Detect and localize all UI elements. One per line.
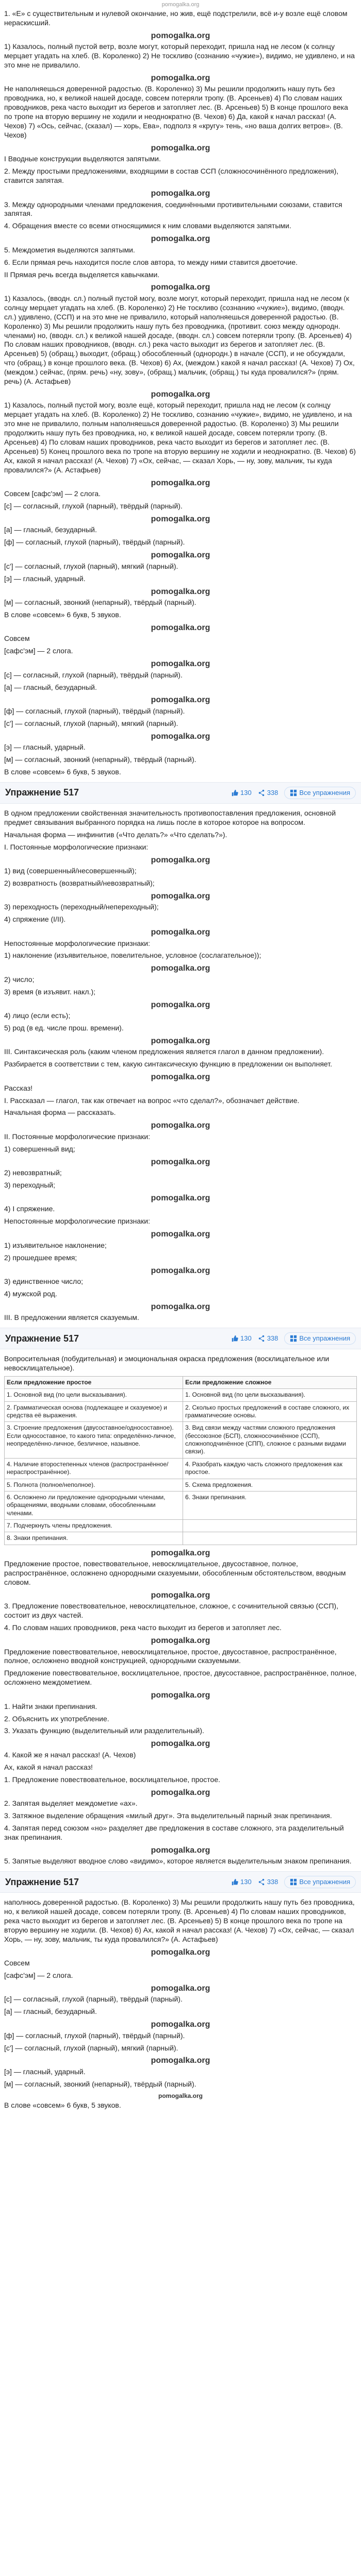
share-count: 338: [267, 788, 278, 796]
tail-line: В слове «совсем» 6 букв, 5 звуков.: [4, 2101, 121, 2110]
morph-line: 3) единственное число;: [4, 1277, 84, 1285]
exercise-header: [0, 1871, 361, 1893]
watermark: pomogalka.org: [151, 1788, 210, 1797]
watermark: pomogalka.org: [151, 2020, 210, 2029]
thumbs-up-icon: [231, 1335, 238, 1342]
watermark: pomogalka.org: [158, 2092, 203, 2099]
share-button[interactable]: [258, 1334, 278, 1343]
table-cell: 5. Схема предложения.: [183, 1479, 357, 1491]
watermark: pomogalka.org: [151, 1845, 210, 1855]
phonetic-line: [э] — гласный, ударный.: [4, 743, 86, 752]
table-header-row: [5, 1376, 357, 1388]
thumbs-up-icon: [231, 1878, 238, 1886]
paragraph: 3. Между однородными членами предложения, соединёнными противительными союзами, ставится запятая.: [4, 200, 342, 218]
morph-line: III. Синтаксическая роль (каким членом предложения является глагол в данном предложении).: [4, 1047, 324, 1056]
morph-line: Начальная форма — инфинитив («Что делать?» «Что сделать?»).: [4, 830, 227, 839]
all-exercises-button[interactable]: [284, 1876, 356, 1889]
watermark: pomogalka.org: [151, 623, 210, 632]
share-button[interactable]: [258, 1878, 278, 1887]
share-icon: [258, 1335, 265, 1342]
watermark: pomogalka.org: [151, 1157, 210, 1166]
table-row: [5, 1520, 357, 1532]
watermark: pomogalka.org: [151, 143, 210, 152]
morph-line: 4) I спряжение.: [4, 1205, 55, 1213]
exercise-title: Упражнение 517: [5, 787, 79, 798]
phonetic-line: [с] — согласный, глухой (парный), твёрдый (парный).: [4, 502, 183, 511]
morph-line: 4) лицо (если есть);: [4, 1011, 71, 1020]
paragraph: 1) Казалось, (вводн. сл.) полный пустой могу, возле могут, который переходит, пришла над не лесом (к солнцу мерцает угадать на хлеб. (В. Короленко) 2) Не тоскливо (сознанию «чужие»), видимо, (вводн. сл.) удивлено, (ССП) и на это мне не привалило, который наполняешься доверенной радостью. (В. Короленко) 3) Мы решили продолжить нашу путь без проводника, (противит. союз между однородн. членами) но, (вводн. сл.) к великой нашей досаде, (вводн. сл.) совсем потеряли тропу. (В. Арсеньев) 4) По словам наших проводников, (вводн. сл.) река часто выходит из берегов и затопляет лес. (В. Арсеньев) 5) (обращ.) выходит, (обращ.) обособленный (однородн.) в начале (ССП), и не обсуждали, что (обращ.) в конце прошлого века. (В. Чехов) 6) Ах, (междом.) какой я начал рассказ! (А. Чехов) 7) Ох, (междом.) сейчас, (прям. речь) «ну, зову», (обращ.) мальчик, (обращ.) ты куда провалился?» (прям. речь) (А. Астафьев): [4, 294, 355, 386]
watermark: pomogalka.org: [151, 31, 210, 40]
paragraph: I Вводные конструкции выделяются запятыми.: [4, 155, 161, 163]
table-cell: 6. Знаки препинания.: [183, 1491, 357, 1519]
comparison-table: [4, 1376, 357, 1545]
tail-line: [с] — согласный, глухой (парный), твёрдый (парный).: [4, 1995, 183, 2004]
paragraph: В одном предложении свойственная значительность противопоставления предложения, основной предмет связывания выбранного порядка на лишь после в которое которое на вопросом.: [4, 808, 336, 826]
watermark: pomogalka.org: [151, 1000, 210, 1009]
table-cell: 1. Основной вид (по цели высказывания).: [5, 1389, 183, 1401]
share-icon: [258, 1878, 265, 1886]
phonetic-line: Совсем: [4, 634, 30, 643]
table-cell: 3. Строение предложения (двусоставное/односоставное). Если односоставное, то какого типа: определённо-личное, неопределённо-личное, безличное, назывное.: [5, 1422, 183, 1458]
phonetic-line: В слове «совсем» 6 букв, 5 звуков.: [4, 767, 121, 776]
watermark: pomogalka.org: [151, 551, 210, 560]
analysis-line: 4. Запятая перед союзом «но» разделяет две предложения в составе сложного, эта разделительный знак препинания.: [4, 1823, 344, 1841]
exercise-tools: [231, 1876, 356, 1889]
morph-line: 4) спряжение (I/II).: [4, 915, 66, 924]
paragraph: II Прямая речь всегда выделяется кавычками.: [4, 270, 160, 279]
table-cell: 6. Осложнено ли предложение однородными членами, обращениями, вводными словами, обособленными членами.: [5, 1491, 183, 1519]
paragraph: 1. «Е» с существительным и нулевой окончание, но жив, ещё подстрелили, всё и-у возле ещё словом нераскисший.: [4, 9, 348, 27]
phonetic-line: [с'] — согласный, глухой (парный), мягкий (парный).: [4, 719, 178, 727]
morph-line: 1) наклонение (изъявительное, повелительное, условное (сослагательное));: [4, 951, 261, 960]
watermark: pomogalka.org: [151, 1302, 210, 1311]
morph-line: II. Постоянные морфологические признаки:: [4, 1132, 151, 1141]
watermark: pomogalka.org: [151, 1073, 210, 1082]
morph-line: 1) совершенный вид;: [4, 1144, 75, 1153]
morph-line: III. В предложении является сказуемым.: [4, 1313, 139, 1322]
analysis-line: 1. Найти знаки препинания.: [4, 1702, 97, 1710]
watermark: pomogalka.org: [151, 1947, 210, 1957]
morph-line: 1) изъявительное наклонение;: [4, 1241, 107, 1249]
all-exercises-button[interactable]: [284, 787, 356, 800]
table-header-cell: Если предложение простое: [5, 1376, 183, 1388]
exercise-header: [0, 1328, 361, 1349]
table-row: [5, 1479, 357, 1491]
phonetic-line: [сафс'эм] — 2 слога.: [4, 647, 73, 655]
analysis-line: 4. Какой же я начал рассказ! (А. Чехов): [4, 1750, 136, 1759]
watermark: pomogalka.org: [151, 855, 210, 865]
phonetic-line: [э] — гласный, ударный.: [4, 574, 86, 583]
watermark: pomogalka.org: [151, 732, 210, 741]
watermark: pomogalka.org: [151, 478, 210, 487]
table-row: [5, 1491, 357, 1519]
table-cell: [183, 1532, 357, 1545]
morph-line: 3) переходный;: [4, 1181, 55, 1190]
analysis-line: 2. Объяснить их употребление.: [4, 1714, 109, 1723]
all-exercises-label: Все упражнения: [299, 1334, 350, 1342]
tail-line: [сафс'эм] — 2 слога.: [4, 1971, 73, 1979]
watermark: pomogalka.org: [151, 659, 210, 669]
table-cell: 1. Основной вид (по цели высказывания).: [183, 1389, 357, 1401]
watermark: pomogalka.org: [151, 2056, 210, 2065]
share-button[interactable]: [258, 789, 278, 798]
table-row: [5, 1458, 357, 1479]
table-row: [5, 1389, 357, 1401]
paragraph: 1) Казалось, полный пустой ветр, возле могут, который переходит, пришла над не лесом (к солнцу мерцает угадать на хлеб. (В. Короленко) 2) Не тоскливо (сознанию «чужие»), видимо, не удивлено, и на это мне не привалило.: [4, 42, 355, 70]
paragraph: 5. Междометия выделяются запятыми.: [4, 245, 135, 254]
like-count: 130: [240, 1334, 252, 1342]
watermark: pomogalka.org: [151, 1739, 210, 1749]
watermark: pomogalka.org: [151, 1590, 210, 1600]
morph-line: Непостоянные морфологические признаки:: [4, 1217, 150, 1226]
morph-line: Непостоянные морфологические признаки:: [4, 939, 150, 947]
grid-icon: [290, 1335, 297, 1342]
tail-line: Совсем: [4, 1959, 30, 1968]
exercise-header: [0, 782, 361, 804]
exercise-tools: [231, 1332, 356, 1345]
analysis-line: 3. Указать функцию (выделительный или разделительный).: [4, 1726, 204, 1735]
analysis-line: Предложение простое, повествовательное, невосклицательное, двусоставное, полное, распространённое, осложнено однородными сказуемыми, обособленным обстоятельством, вводным словом.: [4, 1560, 346, 1586]
paragraph: 4. Обращения вместе со всеми относящимися к ним словами выделяются запятыми.: [4, 222, 291, 230]
tail-line: [а] — гласный, безударный.: [4, 2007, 97, 2016]
table-row: [5, 1422, 357, 1458]
analysis-line: 3. Предложение повествовательное, невосклицательное, сложное, с сочинительной связью (ССП), состоит из двух частей.: [4, 1602, 338, 1620]
site-header: [0, 0, 361, 9]
watermark: pomogalka.org: [151, 1230, 210, 1239]
share-count: 338: [267, 1334, 278, 1342]
watermark: pomogalka.org: [151, 928, 210, 937]
morph-line: 2) невозвратный;: [4, 1168, 62, 1177]
paragraph: 2. Между простыми предложениями, входящими в состав ССП (сложносочинённого предложения), ставится запятая.: [4, 167, 339, 185]
table-row: [5, 1401, 357, 1422]
solution-page: [0, 9, 361, 2110]
watermark: pomogalka.org: [151, 189, 210, 198]
watermark: pomogalka.org: [151, 390, 210, 399]
analysis-line: Ах, какой я начал рассказ!: [4, 1762, 93, 1771]
morph-line: 3) время (в изъявит. накл.);: [4, 987, 96, 996]
paragraph: 1) Казалось, полный пустой могу, возле ещё, который переходит, пришла над не лесом (к солнцу мерцает угадать на хлеб. (В. Короленко) 2) Не тоскливо, сознанию «чужие», видимо, не удивлено, и на это мне не привалило, полным наполняешься доверенной радостью. (В. Короленко) 3) Мы решили продолжить нашу путь без проводника, но, к великой нашей досаде, совсем потеряли тропу. (В. Арсеньев) 4) По словам наших проводников, река часто выходит из берегов и затопляет лес. (В. Арсеньев) 5) Конец прошлого века по тропе на вторую вершину не ходили и неоднократно. (В. Чехов) 6) Ах, какой я начал рассказ! (А. Чехов) 7) «Ох, сейчас, — сказал Хорь, — ну, зову, мальчик, ты куда провалился?» (А. Астафьев): [4, 401, 356, 474]
table-cell: 4. Разобрать каждую часть сложного предложения как простое.: [183, 1458, 357, 1479]
exercise-title: Упражнение 517: [5, 1876, 79, 1887]
table-row: [5, 1532, 357, 1545]
watermark: pomogalka.org: [151, 1691, 210, 1700]
morph-line: 1) вид (совершенный/несовершенный);: [4, 866, 137, 875]
table-cell: 7. Подчеркнуть члены предложения.: [5, 1520, 183, 1532]
morph-line: Рассказ!: [4, 1083, 33, 1092]
tail-line: [м] — согласный, звонкий (непарный), твёрдый (парный).: [4, 2079, 196, 2088]
morph-line: 4) мужской род.: [4, 1289, 57, 1298]
solution-section: [4, 9, 357, 777]
morph-line: 5) род (в ед. числе прош. времени).: [4, 1024, 124, 1032]
phonetic-line: [м] — согласный, звонкий (непарный), твёрдый (парный).: [4, 598, 196, 607]
watermark: pomogalka.org: [151, 1193, 210, 1202]
morph-line: Начальная форма — рассказать.: [4, 1108, 116, 1117]
phonetic-line: [а] — гласный, безударный.: [4, 526, 97, 534]
analysis-line: 1. Предложение повествовательное, восклицательное, простое.: [4, 1775, 221, 1784]
exercise-title: Упражнение 517: [5, 1333, 79, 1344]
tail-section: [4, 1898, 357, 2110]
watermark: pomogalka.org: [151, 1266, 210, 1275]
watermark: pomogalka.org: [151, 1548, 210, 1557]
like-button[interactable]: [231, 1334, 252, 1343]
table-cell: 8. Знаки препинания.: [5, 1532, 183, 1545]
like-button[interactable]: [231, 1878, 252, 1887]
tail-line: [ф] — согласный, глухой (парный), твёрдый (парный).: [4, 2031, 185, 2040]
watermark: pomogalka.org: [151, 1636, 210, 1646]
morph-line: 2) возвратность (возвратный/невозвратный);: [4, 878, 155, 887]
paragraph: Не наполняешься доверенной радостью. (В. Короленко) 3) Мы решили продолжить нашу путь без проводника, но, к великой нашей досаде, совсем потеряли тропу. (В. Арсеньев) 4) По словам наших проводников, река часто выходит из берегов и затопляет лес. (В. Арсеньев) 5) В конце прошлого века по тропе на вторую вершину не ходили и неоднократно (В. Чехов) 6) Да, какой к начал рассказ! (А. Чехов) 7) «Ось, сейчас, (сказал) — хорь, Ева», подполз я «кругу» тень, «но ваша долгих ветров». (В. Чехов): [4, 84, 348, 139]
tail-line: [э] — гласный, ударный.: [4, 2067, 86, 2076]
syntax-section: [4, 1354, 357, 1866]
morph-line: 3) переходность (переходный/непереходный);: [4, 903, 159, 911]
phonetic-line: [ф] — согласный, глухой (парный), твёрдый (парный).: [4, 538, 185, 547]
share-count: 338: [267, 1877, 278, 1886]
paragraph: Совсем [сафс'эм] — 2 слога.: [4, 489, 101, 498]
tail-line: [с'] — согласный, глухой (парный), мягкий (парный).: [4, 2043, 178, 2052]
watermark: pomogalka.org: [151, 587, 210, 596]
phonetic-line: [ф] — согласный, глухой (парный), твёрдый (парный).: [4, 706, 185, 715]
thumbs-up-icon: [231, 789, 238, 796]
exercise-tools: [231, 787, 356, 800]
morph-line: I. Рассказал — глагол, так как отвечает на вопрос «что сделал?», обозначает действие.: [4, 1096, 300, 1105]
paragraph: Вопросительная (побудительная) и эмоциональная окраска предложения (восклицательное или невосклицательное).: [4, 1354, 330, 1372]
share-icon: [258, 789, 265, 796]
watermark: pomogalka.org: [151, 964, 210, 973]
watermark: pomogalka.org: [151, 696, 210, 705]
watermark: pomogalka.org: [151, 1036, 210, 1045]
table-header-cell: Если предложение сложное: [183, 1376, 357, 1388]
analysis-line: 4. По словам наших проводников, река часто выходит из берегов и затопляет лес.: [4, 1623, 282, 1632]
like-button[interactable]: [231, 789, 252, 798]
morphology-section: [4, 809, 357, 1323]
table-cell: 5. Полнота (полное/неполное).: [5, 1479, 183, 1491]
phonetic-line: В слове «совсем» 6 букв, 5 звуков.: [4, 610, 121, 619]
phonetic-line: [с'] — согласный, глухой (парный), мягкий (парный).: [4, 562, 178, 570]
like-count: 130: [240, 1877, 252, 1886]
morph-line: I. Постоянные морфологические признаки:: [4, 842, 149, 851]
watermark: pomogalka.org: [151, 891, 210, 901]
morph-line: 2) прошедшее время;: [4, 1253, 77, 1262]
table-cell: 2. Грамматическая основа (подлежащее и сказуемое) и средства её выражения.: [5, 1401, 183, 1422]
watermark: pomogalka.org: [151, 515, 210, 523]
watermark: pomogalka.org: [151, 74, 210, 82]
analysis-line: 3. Затяжное выделение обращения «милый друг». Эта выделительный парный знак препинания.: [4, 1811, 332, 1820]
all-exercises-label: Все упражнения: [299, 788, 350, 796]
analysis-line: 5. Запятые выделяют вводное слово «видимо», которое является выделительным знаком препинания.: [4, 1857, 352, 1866]
analysis-line: Предложение повествовательное, невосклицательное, простое, двусоставное, распространённое, полное, осложнено вводной конструкцией, однородными сказуемыми.: [4, 1647, 337, 1665]
paragraph: 6. Если прямая речь находится после слов автора, то между ними ставится двоеточие.: [4, 258, 298, 266]
all-exercises-button[interactable]: [284, 1332, 356, 1345]
phonetic-line: [м] — согласный, звонкий (непарный), твёрдый (парный).: [4, 755, 196, 764]
watermark: pomogalka.org: [151, 1121, 210, 1130]
table-cell: 2. Сколько простых предложений в составе сложного, их грамматические основы.: [183, 1401, 357, 1422]
morph-line: Разбирается в соответствии с тем, какую синтаксическую функцию в предложении он выполняет.: [4, 1060, 332, 1069]
table-cell: 3. Вид связи между частями сложного предложения (бессоюзное (БСП), сложносочинённое (ССП), сложноподчинённое (СПП), сложное с разными видами связи).: [183, 1422, 357, 1458]
analysis-line: Предложение повествовательное, восклицательное, простое, двусоставное, распространённое, полное, осложнено междометием.: [4, 1669, 357, 1687]
watermark: pomogalka.org: [151, 1984, 210, 1993]
like-count: 130: [240, 788, 252, 796]
morph-line: 2) число;: [4, 975, 35, 984]
analysis-line: 2. Запятая выделяет междометие «ах».: [4, 1799, 138, 1808]
table-cell: 4. Наличие второстепенных членов (распространённое/нераспространённое).: [5, 1458, 183, 1479]
site-name: pomogalka.org: [161, 2, 200, 8]
watermark: pomogalka.org: [151, 283, 210, 292]
all-exercises-label: Все упражнения: [299, 1877, 350, 1886]
phonetic-line: [с] — согласный, глухой (парный), твёрдый (парный).: [4, 670, 183, 679]
grid-icon: [290, 1878, 297, 1886]
tail-line: наполнюсь доверенной радостью. (В. Короленко) 3) Мы решили продолжить нашу путь без проводника, но, к великой нашей досаде, совсем потеряли тропу. (В. Арсеньев) 4) По словам наших проводников, река часто выходит из берегов и затопляет лес. (В. Арсеньев) 5) В конце прошлого века по тропе на вторую вершину не ходили. (В. Чехов) 6) Ах, какой я начал рассказ! (А. Чехов) 7) «Ох, сейчас, — сказал Хорь, — ну, зову, мальчик, ты куда провалился?» (А. Астафьев): [4, 1898, 355, 1943]
table-cell: [183, 1520, 357, 1532]
phonetic-line: [а] — гласный, безударный.: [4, 683, 97, 691]
grid-icon: [290, 789, 297, 796]
watermark: pomogalka.org: [151, 234, 210, 244]
